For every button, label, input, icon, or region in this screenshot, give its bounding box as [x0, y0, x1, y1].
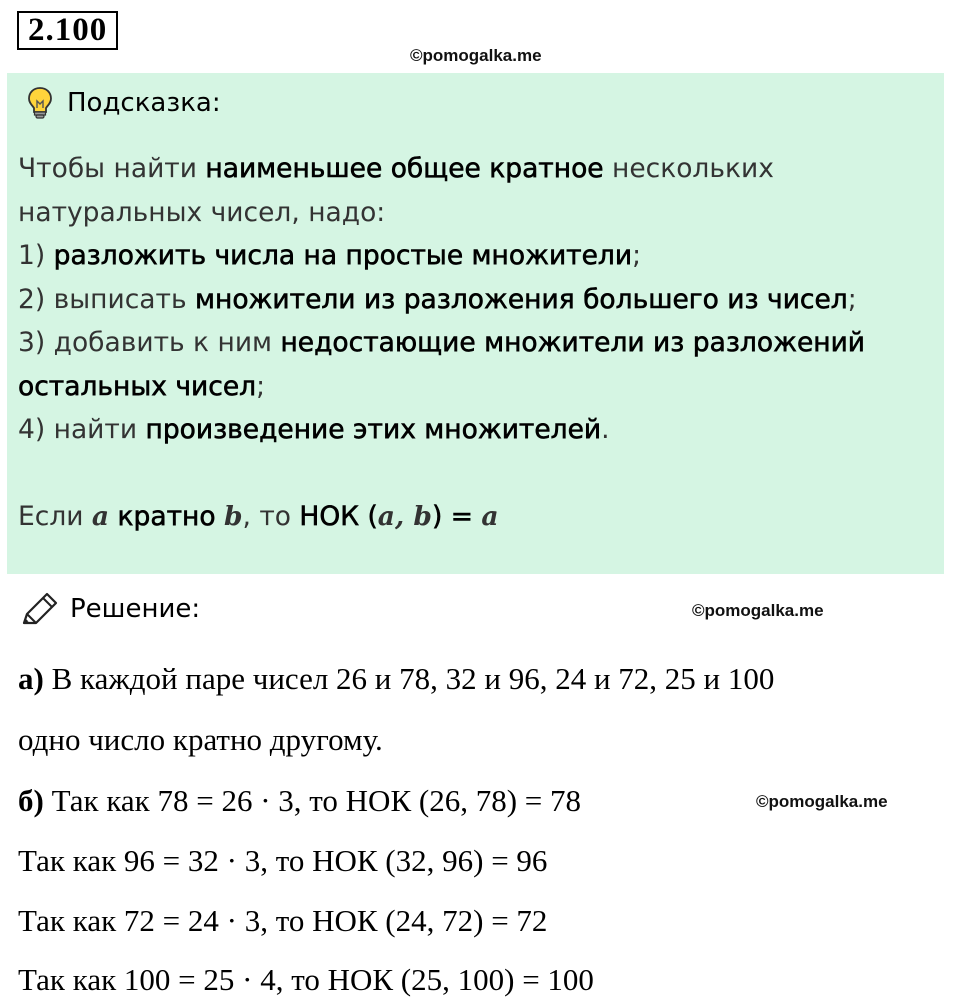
- rule-result: a: [481, 500, 499, 532]
- hint-header: [27, 86, 221, 120]
- lcm-rule: [18, 495, 933, 539]
- watermark: ©pomogalka.me: [756, 792, 888, 811]
- var-b: b: [223, 500, 243, 532]
- pencil-icon: [20, 591, 60, 627]
- hint-text: нескольких: [603, 153, 774, 184]
- step-text: разложить числа на простые множители: [53, 240, 633, 271]
- step-number: 4) найти: [18, 414, 146, 445]
- solution-text: Так как 78 = 26 · 3, то НОК (26, 78) = 78: [43, 783, 581, 818]
- rule-text: ) =: [431, 500, 482, 532]
- rule-text: , то: [242, 500, 300, 532]
- step-number: 2) выписать: [18, 283, 195, 315]
- step-punct: ;: [847, 283, 857, 315]
- solution-a-line2: одно число кратно другому.: [18, 722, 383, 757]
- step-number: 1): [18, 240, 54, 271]
- solution-b-line1: [18, 783, 581, 819]
- step-text: произведение этих множителей: [145, 414, 602, 445]
- watermark: ©pomogalka.me: [692, 601, 824, 620]
- part-a-label: а): [18, 661, 44, 696]
- step-text: множители из разложения большего из чисел: [195, 283, 848, 315]
- hint-panel: [7, 73, 944, 574]
- rule-args: a, b: [377, 500, 432, 532]
- step-punct: ;: [632, 240, 642, 271]
- solution-line: Так как 72 = 24 · 3, то НОК (24, 72) = 72: [18, 903, 548, 938]
- part-b-label: б): [18, 783, 44, 818]
- step-number: 3) добавить к ним: [18, 327, 281, 358]
- var-a: a: [91, 500, 110, 532]
- solution-a-line1: [18, 661, 774, 697]
- lightbulb-icon: [27, 86, 53, 120]
- watermark: ©pomogalka.me: [410, 46, 542, 65]
- problem-number: 2.100: [17, 11, 118, 50]
- step-punct: ;: [256, 370, 265, 402]
- rule-text: Если: [18, 500, 92, 532]
- solution-header: [20, 591, 200, 627]
- hint-text: Чтобы найти: [18, 153, 206, 184]
- rule-text: НОК (: [299, 500, 378, 532]
- hint-text: натуральных чисел, надо:: [18, 196, 386, 228]
- hint-term: наименьшее общее кратное: [205, 153, 604, 184]
- rule-text: кратно: [109, 500, 224, 532]
- solution-line: Так как 100 = 25 · 4, то НОК (25, 100) = 100: [18, 962, 594, 997]
- step-text: остальных чисел: [18, 370, 257, 402]
- hint-body: [18, 147, 933, 538]
- solution-line: Так как 96 = 32 · 3, то НОК (32, 96) = 96: [18, 843, 548, 878]
- solution-title: Решение:: [70, 594, 201, 624]
- step-punct: .: [601, 414, 610, 445]
- hint-title: Подсказка:: [67, 88, 221, 118]
- solution-text: В каждой паре чисел 26 и 78, 32 и 96, 24 и 72, 25 и 100: [43, 661, 775, 696]
- step-text: недостающие множители из разложений: [280, 327, 866, 358]
